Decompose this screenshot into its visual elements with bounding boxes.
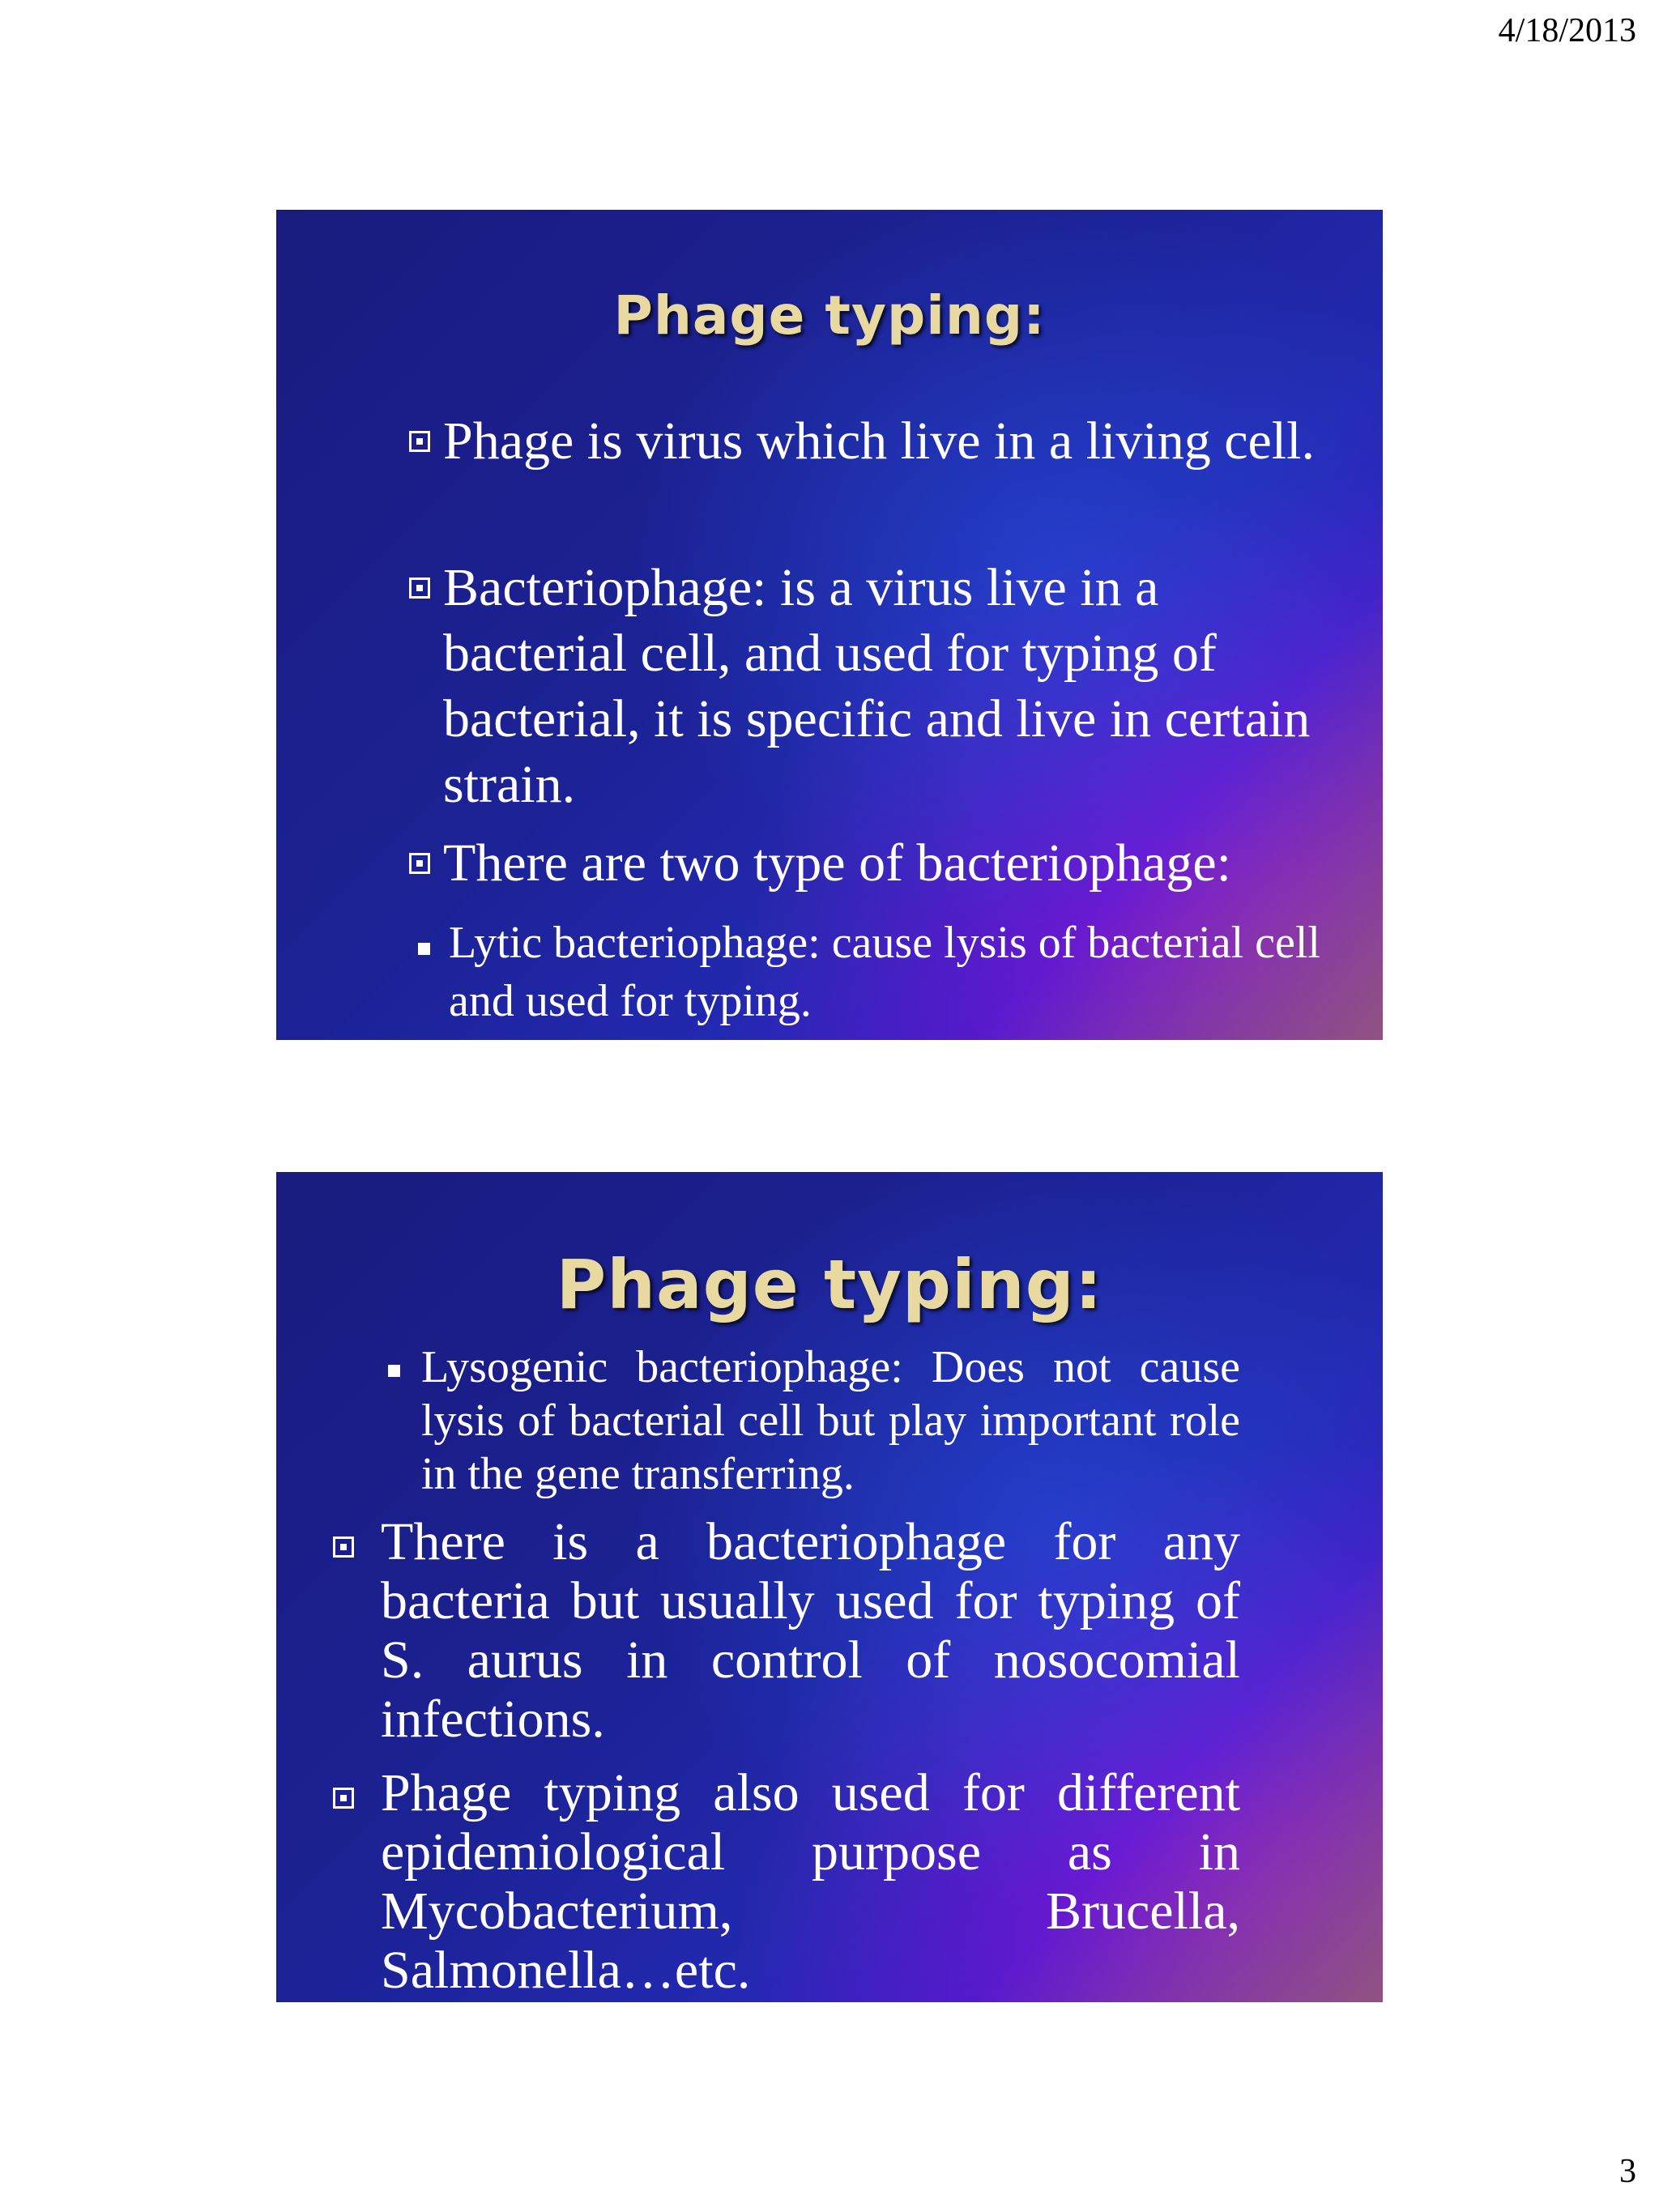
bullet-item — [333, 1512, 1240, 1749]
bullet-item — [333, 1763, 1240, 2000]
bullet-text: Phage is virus which live in a living cell. — [443, 411, 1315, 471]
bullet-item — [409, 555, 1349, 817]
sub-bullet-text: Lytic bacteriophage: cause lysis of bacterial cell and used for typing. — [449, 918, 1320, 1026]
filled-square-bullet-icon — [418, 943, 430, 955]
page-number: 3 — [1619, 2153, 1636, 2190]
slide-title: Phage typing: — [613, 284, 1046, 347]
bullet-text: There is a bacteriophage for any bacteria but usually used for typing of S. aurus in control of nosocomial infections. — [381, 1512, 1240, 1749]
sub-bullet-item — [418, 914, 1350, 1030]
sub-bullet-text: Lysogenic bacteriophage: Does not cause lysis of bacterial cell but play important role in the gene transferring. — [421, 1342, 1240, 1499]
slide-2 — [276, 1172, 1383, 2002]
boxed-square-bullet-icon — [409, 578, 430, 599]
bullet-text: Phage typing also used for different epidemiological purpose as in Mycobacterium, Brucella, Salmonella…etc. — [381, 1763, 1240, 2000]
boxed-square-bullet-icon — [333, 1536, 354, 1558]
boxed-square-bullet-icon — [409, 431, 430, 452]
slide-title: Phage typing: — [556, 1245, 1103, 1324]
sub-bullet-item — [388, 1340, 1240, 1501]
bullet-text: There are two type of bacteriophage: — [443, 833, 1232, 893]
boxed-square-bullet-icon — [333, 1788, 354, 1809]
filled-square-bullet-icon — [388, 1365, 400, 1377]
page-date: 4/18/2013 — [1498, 12, 1636, 49]
bullet-text: Bacteriophage: is a virus live in a bacterial cell, and used for typing of bacterial, it is specific and live in certain strain. — [443, 558, 1311, 814]
slide-1 — [276, 210, 1383, 1040]
boxed-square-bullet-icon — [409, 853, 430, 874]
bullet-item — [409, 408, 1349, 474]
bullet-item — [409, 830, 1349, 896]
